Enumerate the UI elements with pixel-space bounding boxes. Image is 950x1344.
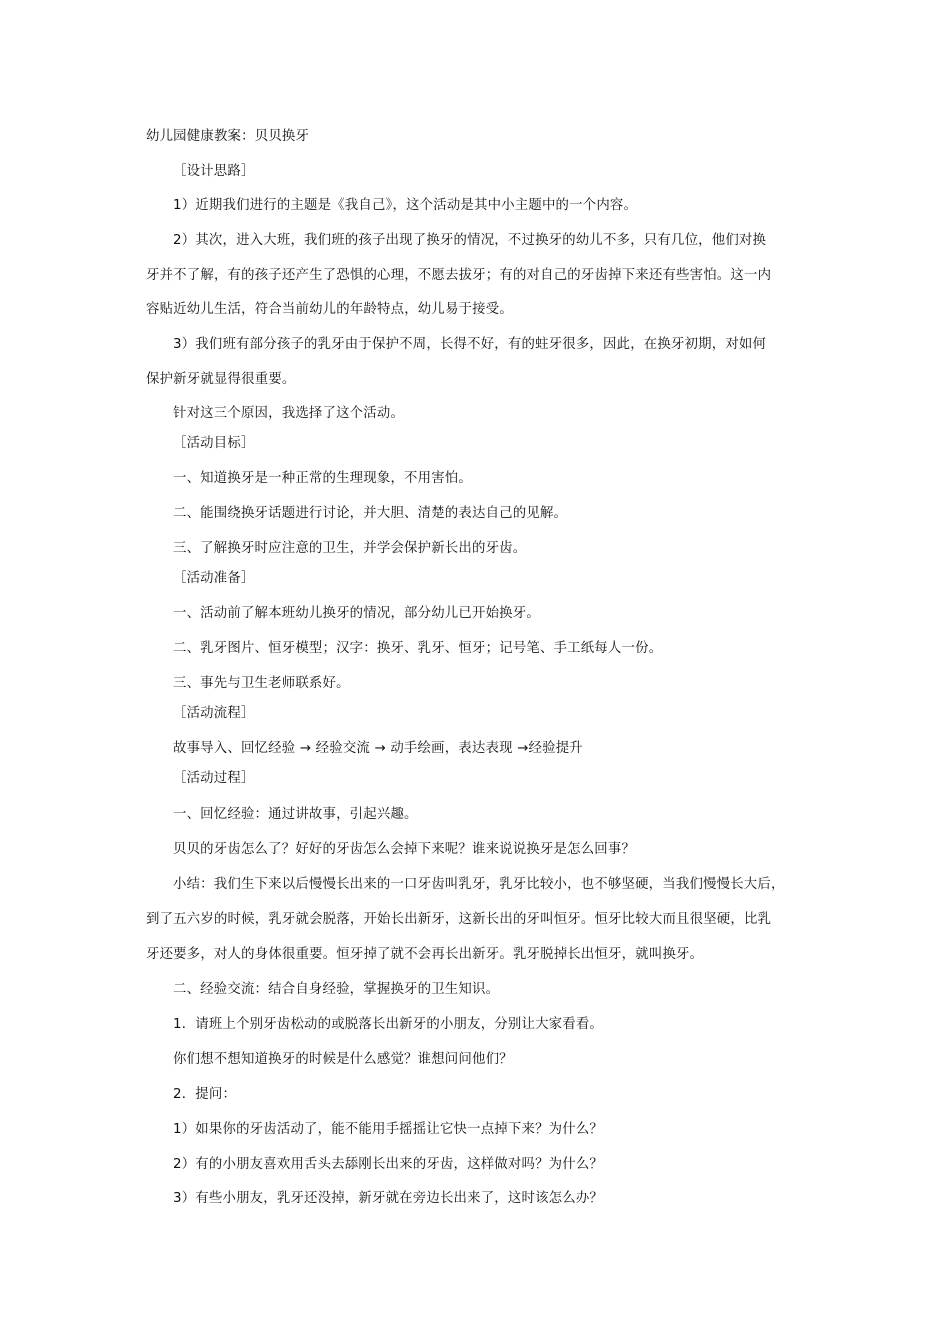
paragraph-line: 你们想不想知道换牙的时候是什么感觉？谁想问问他们？: [173, 1052, 513, 1067]
list-item: 二、乳牙图片、恒牙模型；汉字：换牙、乳牙、恒牙；记号笔、手工纸每人一份。: [173, 641, 663, 656]
list-item: 三、事先与卫生老师联系好。: [173, 676, 350, 691]
paragraph-line: 针对这三个原因，我选择了这个活动。: [173, 406, 405, 421]
section-heading-process: ［活动过程］: [173, 771, 255, 786]
paragraph-line: 2．提问：: [173, 1087, 237, 1102]
paragraph-line: 3）我们班有部分孩子的乳牙由于保护不周，长得不好，有的蛀牙很多，因此，在换牙初期，对如何: [173, 337, 767, 352]
section-heading-flow: ［活动流程］: [173, 706, 255, 721]
paragraph-line: 牙并不了解，有的孩子还产生了恐惧的心理，不愿去拔牙；有的对自己的牙齿掉下来还有些害怕。这一内: [146, 268, 772, 283]
section-heading-goals: ［活动目标］: [173, 436, 255, 451]
paragraph-line: 容贴近幼儿生活，符合当前幼儿的年龄特点，幼儿易于接受。: [146, 302, 513, 317]
paragraph-line: 贝贝的牙齿怎么了？好好的牙齿怎么会掉下来呢？谁来说说换牙是怎么回事？: [173, 842, 636, 857]
paragraph-line: 保护新牙就显得很重要。: [146, 372, 296, 387]
paragraph-line: 1）近期我们进行的主题是《我自己》，这个活动是其中小主题中的一个内容。: [173, 198, 638, 213]
section-heading-preparation: ［活动准备］: [173, 571, 255, 586]
list-item: 一、活动前了解本班幼儿换牙的情况，部分幼儿已开始换牙。: [173, 606, 540, 621]
section-heading-design: ［设计思路］: [173, 164, 255, 179]
paragraph-line: 小结：我们生下来以后慢慢长出来的一口牙齿叫乳牙，乳牙比较小，也不够坚硬，当我们慢慢长大后，: [173, 877, 785, 892]
paragraph-line: 2）其次，进入大班，我们班的孩子出现了换牙的情况，不过换牙的幼儿不多，只有几位，他们对换: [173, 233, 767, 248]
paragraph-line: 到了五六岁的时候，乳牙就会脱落，开始长出新牙，这新长出的牙叫恒牙。恒牙比较大而且很坚硬，比乳: [146, 912, 772, 927]
list-item: 二、经验交流：结合自身经验，掌握换牙的卫生知识。: [173, 982, 500, 997]
list-item: 3）有些小朋友，乳牙还没掉，新牙就在旁边长出来了，这时该怎么办？: [173, 1191, 604, 1206]
paragraph-line: 1．请班上个别牙齿松动的或脱落长出新牙的小朋友，分别让大家看看。: [173, 1017, 604, 1032]
list-item: 1）如果你的牙齿活动了，能不能用手摇摇让它快一点掉下来？为什么？: [173, 1122, 604, 1137]
list-item: 一、回忆经验：通过讲故事，引起兴趣。: [173, 807, 418, 822]
document-title: 幼儿园健康教案：贝贝换牙: [146, 129, 310, 144]
list-item: 二、能围绕换牙话题进行讨论，并大胆、清楚的表达自己的见解。: [173, 506, 568, 521]
list-item: 一、知道换牙是一种正常的生理现象，不用害怕。: [173, 471, 472, 486]
paragraph-line: 牙还要多，对人的身体很重要。恒牙掉了就不会再长出新牙。乳牙脱掉长出恒牙，就叫换牙。: [146, 947, 704, 962]
paragraph-line: 故事导入、回忆经验 → 经验交流 → 动手绘画，表达表现 →经验提升: [173, 741, 583, 756]
list-item: 2）有的小朋友喜欢用舌头去舔刚长出来的牙齿，这样做对吗？为什么？: [173, 1157, 604, 1172]
list-item: 三、了解换牙时应注意的卫生，并学会保护新长出的牙齿。: [173, 541, 527, 556]
